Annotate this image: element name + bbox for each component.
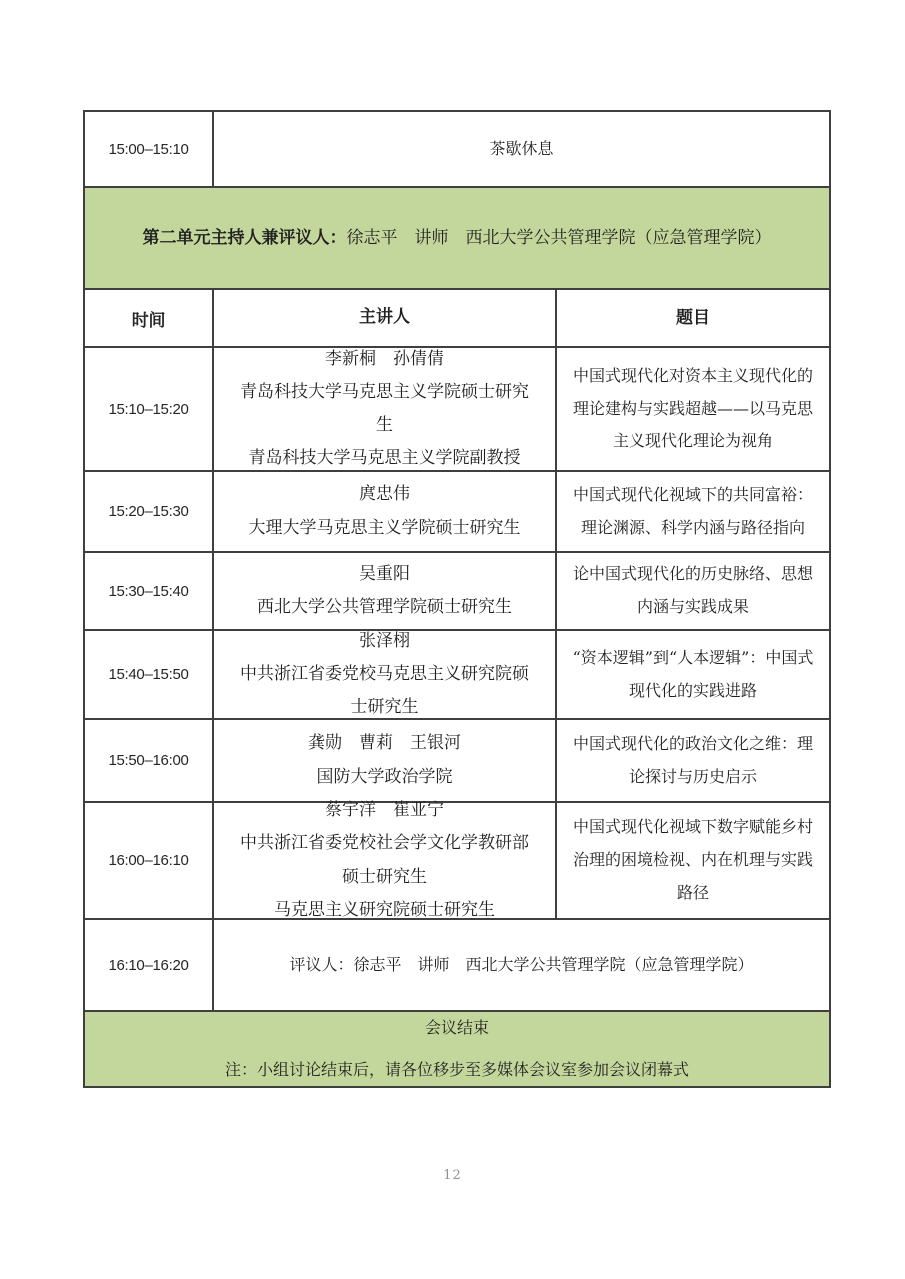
speaker-names: 李新桐 孙倩倩 xyxy=(325,348,444,369)
speaker-names: 张泽栩 xyxy=(359,630,410,651)
closing-note: 注：小组讨论结束后，请各位移步至多媒体会议室参加会议闭幕式 xyxy=(224,1060,689,1079)
topic-cell: “资本逻辑”到“人本逻辑”：中国式现代化的实践进路 xyxy=(572,647,814,700)
speaker-cell xyxy=(214,472,557,551)
speaker-names: 龚勋 曹莉 王银河 xyxy=(308,733,461,754)
table-row xyxy=(85,631,829,720)
speaker-affiliation: 青岛科技大学马克思主义学院副教授 xyxy=(248,448,521,469)
reviewer-row xyxy=(85,920,829,1012)
speaker-cell xyxy=(214,800,557,920)
session-banner-prefix: 第二单元主持人兼评议人： xyxy=(142,227,347,248)
table-row xyxy=(85,348,829,472)
header-time: 时间 xyxy=(85,290,214,346)
speaker-affiliation: 青岛科技大学马克思主义学院硕士研究生 xyxy=(240,381,529,435)
session-banner-row xyxy=(85,188,829,290)
table-row xyxy=(85,800,829,920)
time-cell: 15:20–15:30 xyxy=(85,472,214,551)
speaker-cell xyxy=(214,553,557,629)
speaker-cell xyxy=(214,631,557,718)
closing-banner-row xyxy=(85,1012,829,1086)
time-cell: 16:00–16:10 xyxy=(85,803,214,918)
speaker-names: 吴重阳 xyxy=(359,563,410,584)
topic-cell: 中国式现代化视域下数字赋能乡村治理的困境检视、内在机理与实践路径 xyxy=(572,817,813,902)
time-cell: 15:50–16:00 xyxy=(85,720,214,801)
reviewer-text: 评议人：徐志平 讲师 西北大学公共管理学院（应急管理学院） xyxy=(289,954,754,974)
program-table xyxy=(83,110,831,1088)
time-cell: 15:30–15:40 xyxy=(85,553,214,629)
time-cell: 15:40–15:50 xyxy=(85,631,214,718)
speaker-cell xyxy=(214,348,557,470)
session-banner-text xyxy=(123,223,792,254)
header-topic: 题目 xyxy=(676,307,710,328)
speaker-names: 庹忠伟 xyxy=(359,484,410,505)
page-number: 12 xyxy=(443,1168,462,1183)
time-cell: 15:00–15:10 xyxy=(85,112,214,186)
table-row xyxy=(85,553,829,631)
topic-cell: 中国式现代化视域下的共同富裕：理论渊源、科学内涵与路径指向 xyxy=(572,484,813,537)
table-row xyxy=(85,720,829,803)
topic-cell: 中国式现代化的政治文化之维：理论探讨与历史启示 xyxy=(572,733,813,786)
table-header-row xyxy=(85,290,829,348)
speaker-affiliation: 西北大学公共管理学院硕士研究生 xyxy=(257,597,512,617)
session-banner-host: 徐志平 讲师 西北大学公共管理学院（应急管理学院） xyxy=(346,227,772,248)
table-row xyxy=(85,472,829,553)
speaker-affiliation: 大理大学马克思主义学院硕士研究生 xyxy=(248,517,521,538)
tea-break-label: 茶歇休息 xyxy=(489,138,554,158)
speaker-affiliation: 中共浙江省委党校社会学文化学教研部硕士研究生 xyxy=(240,833,529,887)
speaker-affiliation: 国防大学政治学院 xyxy=(316,766,453,787)
speaker-affiliation: 马克思主义研究院硕士研究生 xyxy=(274,899,495,920)
table-row-tea-break xyxy=(85,112,829,188)
topic-cell: 中国式现代化对资本主义现代化的理论建构与实践超越——以马克思主义现代化理论为视角 xyxy=(572,365,813,451)
time-cell: 16:10–16:20 xyxy=(85,920,214,1010)
header-speaker: 主讲人 xyxy=(214,290,557,346)
closing-title: 会议结束 xyxy=(424,1017,489,1037)
speaker-affiliation: 中共浙江省委党校马克思主义研究院硕士研究生 xyxy=(240,663,529,718)
speaker-names: 蔡宇洋 崔亚宁 xyxy=(325,800,444,821)
speaker-cell xyxy=(214,720,557,801)
time-cell: 15:10–15:20 xyxy=(85,348,214,470)
topic-cell: 论中国式现代化的历史脉络、思想内涵与实践成果 xyxy=(572,564,813,616)
